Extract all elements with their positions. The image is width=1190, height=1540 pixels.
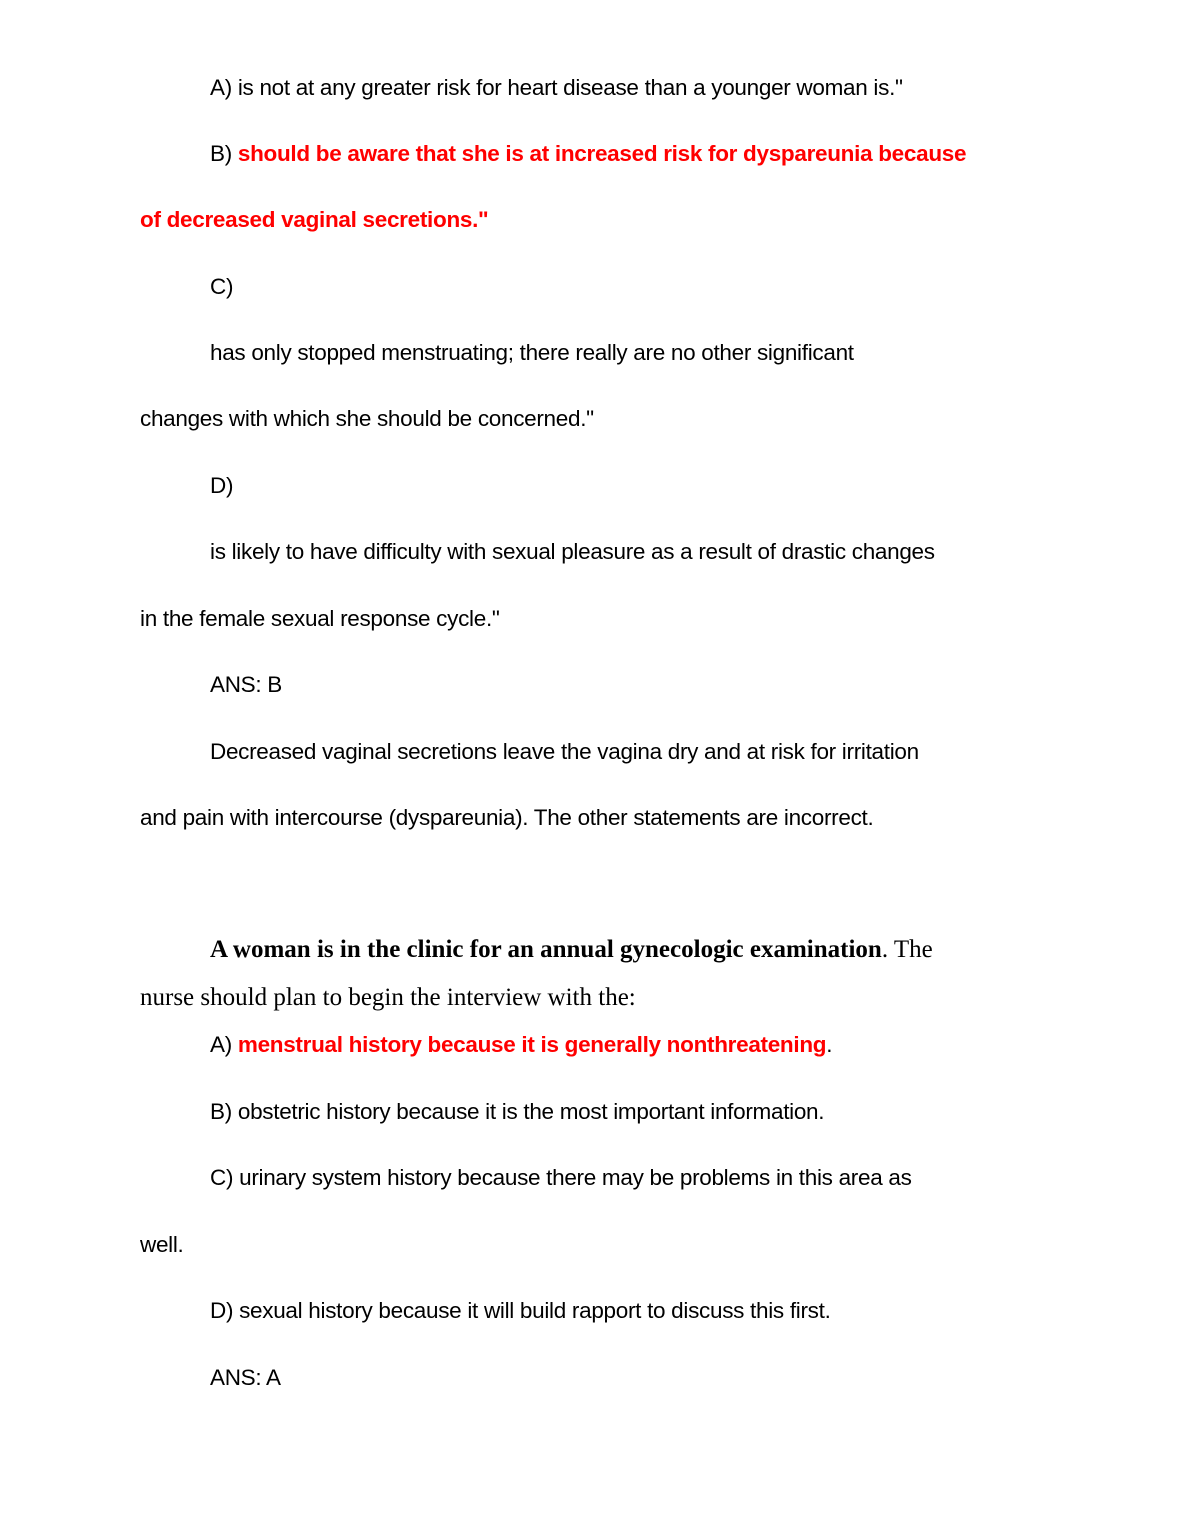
option-text: is not at any greater risk for heart disease than a younger woman is." (237, 75, 903, 100)
option-text: obstetric history because it is the most important information. (237, 1099, 825, 1124)
correct-option-text: should be aware that she is at increased risk for dyspareunia because (237, 141, 967, 166)
correct-option-text: menstrual history because it is generally nonthreatening (237, 1032, 827, 1057)
q2-option-b (210, 1098, 824, 1126)
q1-option-d-continued: in the female sexual response cycle." (140, 606, 500, 631)
q1-option-c-letter: C) (210, 274, 234, 299)
q2-stem (210, 936, 933, 964)
q2-option-c-continued: well. (140, 1232, 184, 1257)
q1-option-b-continued: of decreased vaginal secretions." (140, 207, 489, 232)
option-letter: B) (210, 141, 232, 166)
q1-option-d-text: is likely to have difficulty with sexual pleasure as a result of drastic changes (210, 539, 935, 564)
q1-rationale-continued: and pain with intercourse (dyspareunia). The other statements are incorrect. (140, 805, 874, 830)
option-letter: D) (210, 1298, 234, 1323)
option-text: sexual history because it will build rapport to discuss this first. (239, 1298, 831, 1323)
option-letter: B) (210, 1099, 232, 1124)
q1-option-a (210, 74, 903, 102)
option-letter: A) (210, 75, 232, 100)
option-letter: C) (210, 1165, 234, 1190)
q1-rationale: Decreased vaginal secretions leave the vagina dry and at risk for irritation (210, 739, 919, 764)
q2-option-a (210, 1031, 832, 1059)
q1-option-d-letter: D) (210, 473, 234, 498)
q2-option-c (210, 1164, 912, 1192)
q1-answer: ANS: B (210, 672, 282, 697)
q1-option-b (210, 140, 966, 168)
q2-stem-continued: nurse should plan to begin the interview with the: (140, 984, 636, 1011)
q2-stem-rest: . The (881, 936, 933, 963)
q2-stem-bold: A woman is in the clinic for an annual gynecologic examination (210, 936, 882, 963)
q1-option-c-continued: changes with which she should be concerned." (140, 406, 594, 431)
q2-answer: ANS: A (210, 1365, 281, 1390)
option-letter: A) (210, 1032, 232, 1057)
option-suffix: . (826, 1032, 833, 1057)
q2-option-d (210, 1297, 831, 1325)
option-text: urinary system history because there may be problems in this area as (239, 1165, 912, 1190)
q1-option-c-text: has only stopped menstruating; there really are no other significant (210, 340, 854, 365)
